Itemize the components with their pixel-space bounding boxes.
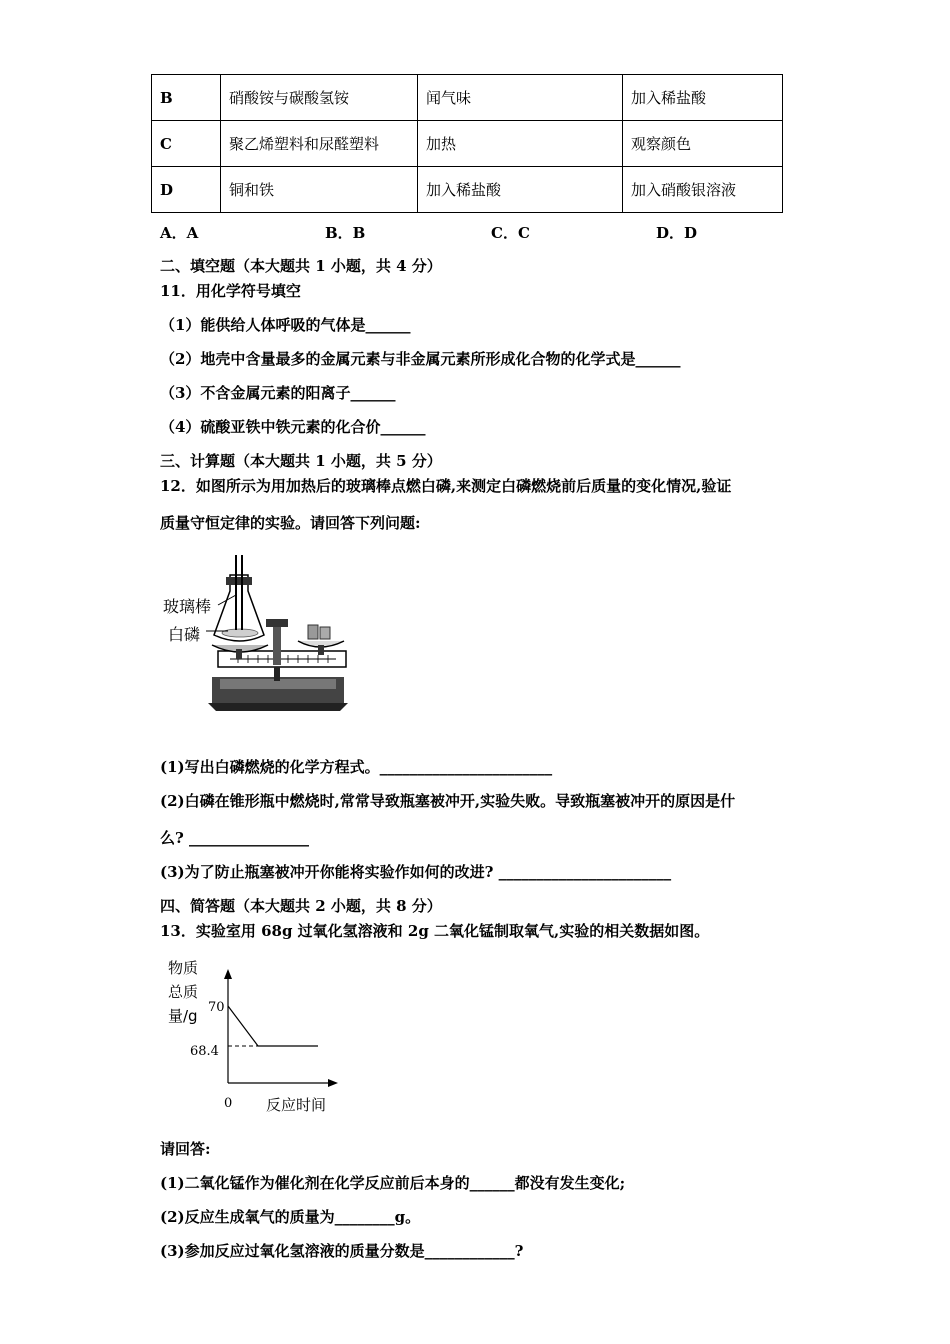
y-axis-arrow (224, 969, 232, 979)
question-item: （4）硫酸亚铁中铁元素的化合价______ (160, 418, 426, 436)
question-text: 13．实验室用 68g 过氧化氢溶液和 2g 二氧化锰制取氧气,实验的相关数据如图。 (160, 922, 710, 940)
question-text: 质量守恒定律的实验。请回答下列问题: (160, 514, 421, 532)
row-label: D (152, 167, 221, 213)
choice-d: D．D (656, 224, 698, 242)
choice-c: C．C (491, 224, 530, 242)
label-white-phosphorus: 白磷 (168, 625, 201, 644)
cell: 加入稀盐酸 (623, 75, 783, 121)
section-heading: 三、计算题（本大题共 1 小题，共 5 分） (160, 452, 442, 470)
ylabel-line-3: 量/g (168, 1007, 198, 1025)
cell: 闻气味 (418, 75, 623, 121)
choice-a: A．A (160, 224, 199, 242)
cell: 聚乙烯塑料和尿醛塑料 (221, 121, 418, 167)
options-table (151, 74, 783, 213)
table-row (152, 75, 783, 121)
question-item: (2)白磷在锥形瓶中燃烧时,常常导致瓶塞被冲开,实验失败。导致瓶塞被冲开的原因是什 (160, 792, 736, 810)
y-tick-70: 70 (208, 1000, 225, 1015)
stopper (226, 577, 252, 585)
origin-label: 0 (224, 1096, 233, 1111)
row-label: C (152, 121, 221, 167)
section-heading: 二、填空题（本大题共 1 小题，共 4 分） (160, 257, 442, 275)
table-row (152, 121, 783, 167)
section-heading: 四、简答题（本大题共 2 小题，共 8 分） (160, 897, 442, 915)
mass-time-chart (160, 955, 350, 1120)
question-item: （3）不含金属元素的阳离子______ (160, 384, 396, 402)
ylabel-line-2: 总质 (168, 983, 199, 1001)
question-item: 么? ________________ (160, 829, 310, 847)
ylabel-line-1: 物质 (168, 959, 199, 977)
question-item: （2）地壳中含量最多的金属元素与非金属元素所形成化合物的化学式是______ (160, 350, 681, 368)
xlabel: 反应时间 (266, 1096, 327, 1114)
question-item: (3)参加反应过氧化氢溶液的质量分数是____________? (160, 1242, 524, 1260)
series-line (228, 1006, 318, 1046)
cell: 铜和铁 (221, 167, 418, 213)
cell: 加入硝酸银溶液 (623, 167, 783, 213)
cell: 硝酸铵与碳酸氢铵 (221, 75, 418, 121)
x-axis-arrow (328, 1079, 338, 1087)
question-text: 12．如图所示为用加热后的玻璃棒点燃白磷,来测定白磷燃烧前后质量的变化情况,验证 (160, 477, 732, 495)
table-row (152, 167, 783, 213)
question-title: 11．用化学符号填空 (160, 282, 301, 300)
question-item: (2)反应生成氧气的质量为________g。 (160, 1208, 421, 1226)
question-item: (1)二氧化锰作为催化剂在化学反应前后本身的______都没有发生变化; (160, 1174, 626, 1192)
prompt-text: 请回答: (160, 1140, 211, 1158)
cell: 加入稀盐酸 (418, 167, 623, 213)
cell: 观察颜色 (623, 121, 783, 167)
cell: 加热 (418, 121, 623, 167)
question-item: （1）能供给人体呼吸的气体是______ (160, 316, 411, 334)
y-tick-68-4: 68.4 (190, 1044, 219, 1059)
label-glass-rod: 玻璃棒 (163, 597, 212, 616)
choice-b: B．B (325, 224, 366, 242)
row-label: B (152, 75, 221, 121)
question-item: (1)写出白磷燃烧的化学方程式。_______________________ (160, 758, 553, 776)
question-item: (3)为了防止瓶塞被冲开你能将实验作如何的改进? _______________________ (160, 863, 672, 881)
